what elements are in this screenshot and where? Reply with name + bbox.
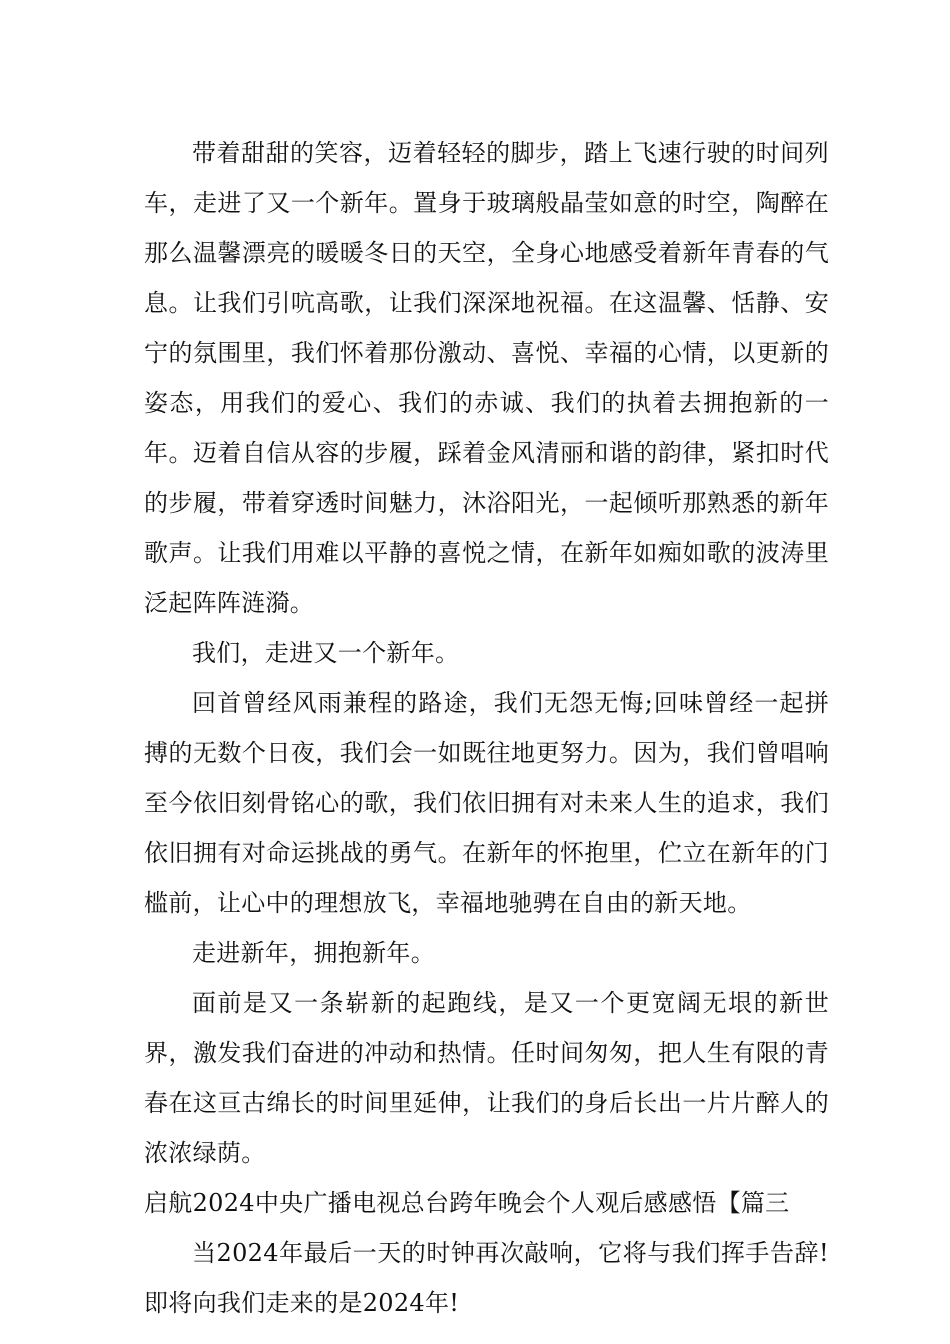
paragraph-looking-back: 回首曾经风雨兼程的路途，我们无怨无悔;回味曾经一起拼搏的无数个日夜，我们会一如既往地更努力。因为，我们曾唱响至今依旧刻骨铭心的歌，我们依旧拥有对未来人生的追求，我们依旧拥有对命运挑战的勇气。在新年的怀抱里，伫立在新年的门槛前，让心中的理想放飞，幸福地驰骋在自由的新天地。 — [144, 689, 829, 917]
document-body — [144, 128, 829, 1328]
paragraph-enter-new-year: 我们，走进又一个新年。 — [192, 639, 460, 667]
section-heading: 启航2024中央广播电视总台跨年晚会个人观后感感悟【篇三 — [144, 1189, 790, 1217]
paragraph-new-starting-line: 面前是又一条崭新的起跑线，是又一个更宽阔无垠的新世界，激发我们奋进的冲动和热情。任时间匆匆，把人生有限的青春在这亘古绵长的时间里延伸，让我们的身后长出一片片醉人的浓浓绿荫。 — [144, 989, 829, 1167]
paragraph-new-year-intro: 带着甜甜的笑容，迈着轻轻的脚步，踏上飞速行驶的时间列车，走进了又一个新年。置身于玻璃般晶莹如意的时空，陶醉在那么温馨漂亮的暖暖冬日的天空，全身心地感受着新年青春的气息。让我们引吭高歌，让我们深深地祝福。在这温馨、恬静、安宁的氛围里，我们怀着那份激动、喜悦、幸福的心情，以更新的姿态，用我们的爱心、我们的赤诚、我们的执着去拥抱新的一年。迈着自信从容的步履，踩着金风清丽和谐的韵律，紧扣时代的步履，带着穿透时间魅力，沐浴阳光，一起倾听那熟悉的新年歌声。让我们用难以平静的喜悦之情，在新年如痴如歌的波涛里泛起阵阵涟漪。 — [144, 139, 829, 617]
paragraph-embrace-new-year: 走进新年，拥抱新年。 — [192, 939, 435, 967]
paragraph-final-clock: 当2024年最后一天的时钟再次敲响，它将与我们挥手告辞!即将向我们走来的是2024年! — [144, 1239, 829, 1317]
